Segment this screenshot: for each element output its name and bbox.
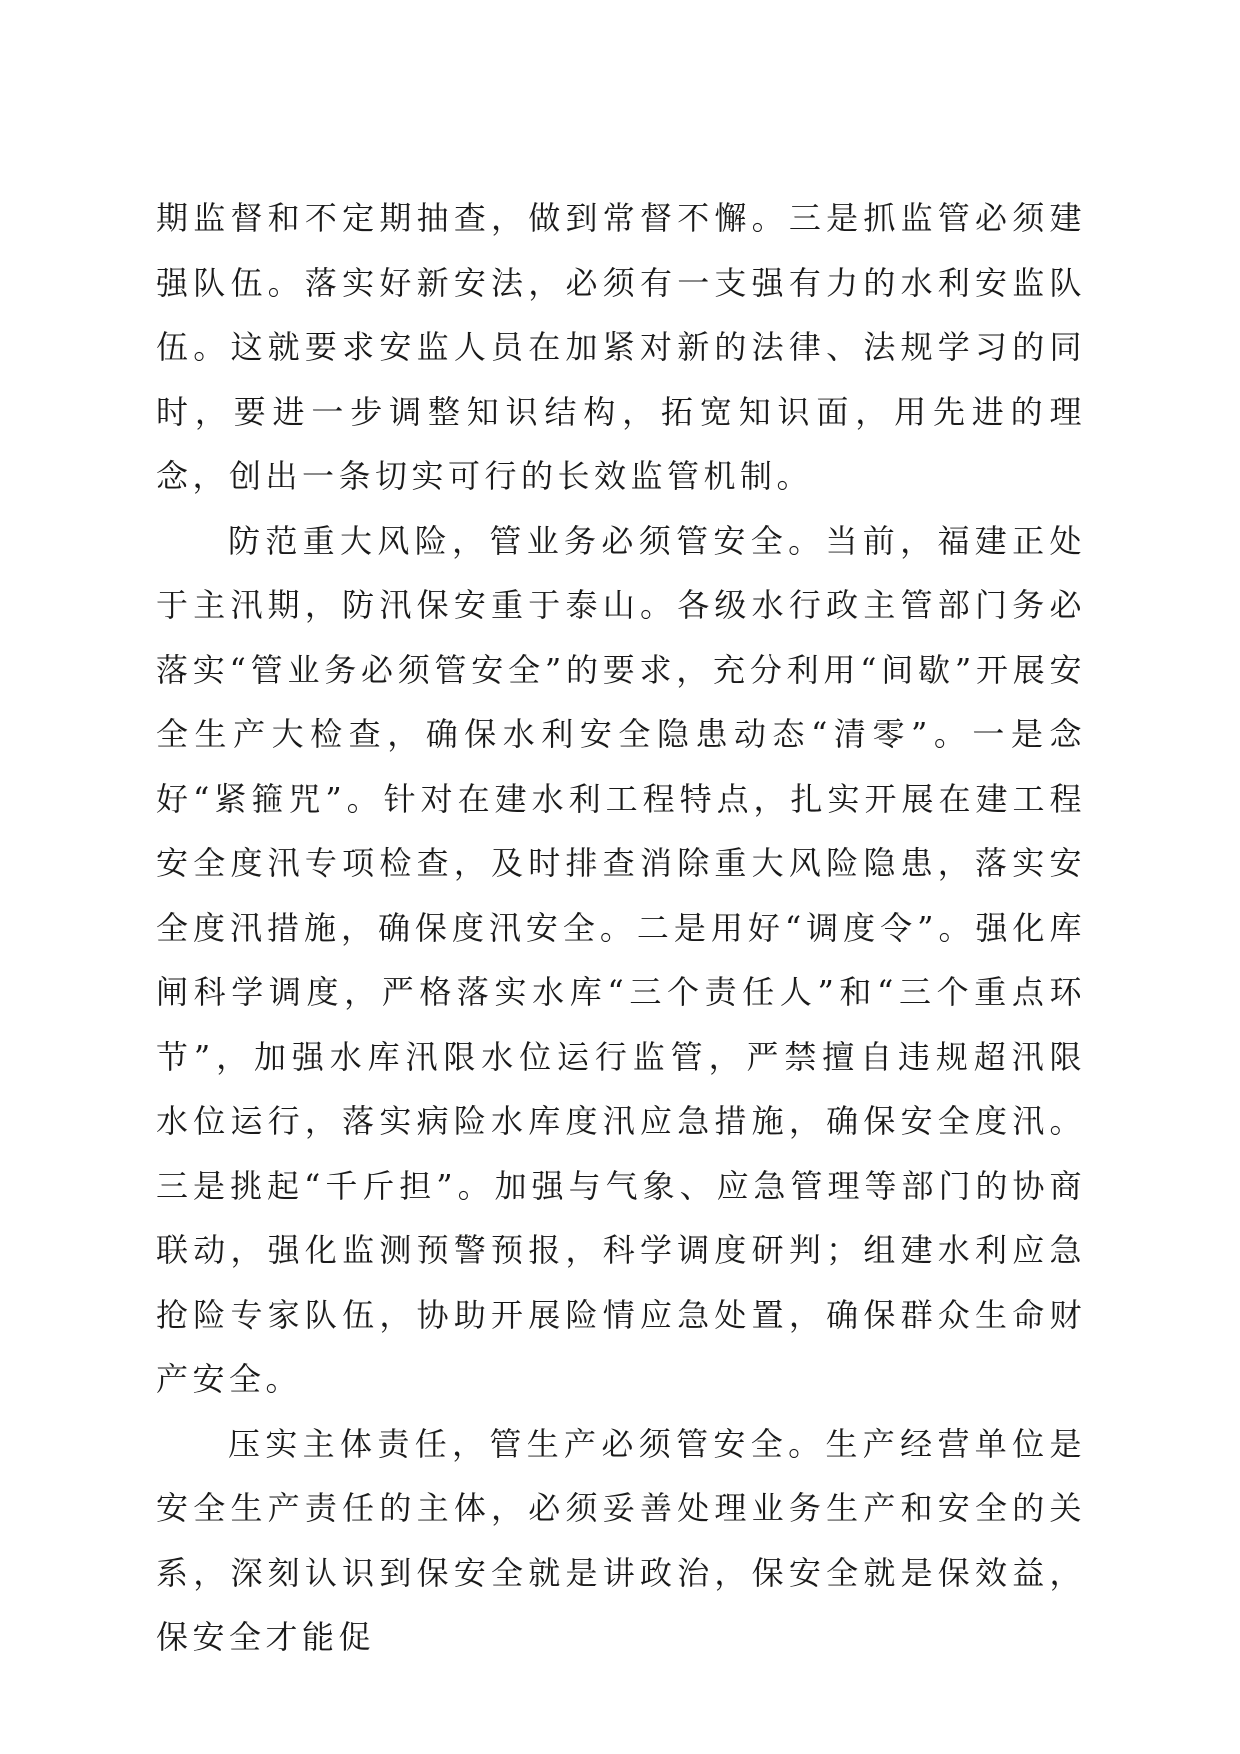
paragraph-1: 期监督和不定期抽查，做到常督不懈。三是抓监管必须建强队伍。落实好新安法，必须有一支强有力的水利安监队伍。这就要求安监人员在加紧对新的法律、法规学习的同时，要进一步调整知识结构，拓宽知识面，用先进的理念，创出一条切实可行的长效监管机制。 bbox=[156, 199, 1086, 495]
document-body bbox=[156, 186, 1086, 1670]
paragraph-3: 压实主体责任，管生产必须管安全。生产经营单位是安全生产责任的主体，必须妥善处理业务生产和安全的关系，深刻认识到保安全就是讲政治，保安全就是保效益，保安全才能促 bbox=[156, 1424, 1086, 1656]
paragraph-2: 防范重大风险，管业务必须管安全。当前，福建正处于主汛期，防汛保安重于泰山。各级水行政主管部门务必落实“管业务必须管安全”的要求，充分利用“间歇”开展安全生产大检查，确保水利安全隐患动态“清零”。一是念好“紧箍咒”。针对在建水利工程特点，扎实开展在建工程安全度汛专项检查，及时排查消除重大风险隐患，落实安全度汛措施，确保度汛安全。二是用好“调度令”。强化库闸科学调度，严格落实水库“三个责任人”和“三个重点环节”，加强水库汛限水位运行监管，严禁擅自违规超汛限水位运行，落实病险水库度汛应急措施，确保安全度汛。三是挑起“千斤担”。加强与气象、应急管理等部门的协商联动，强化监测预警预报，科学调度研判；组建水利应急抢险专家队伍，协助开展险情应急处置，确保群众生命财产安全。 bbox=[156, 521, 1086, 1398]
